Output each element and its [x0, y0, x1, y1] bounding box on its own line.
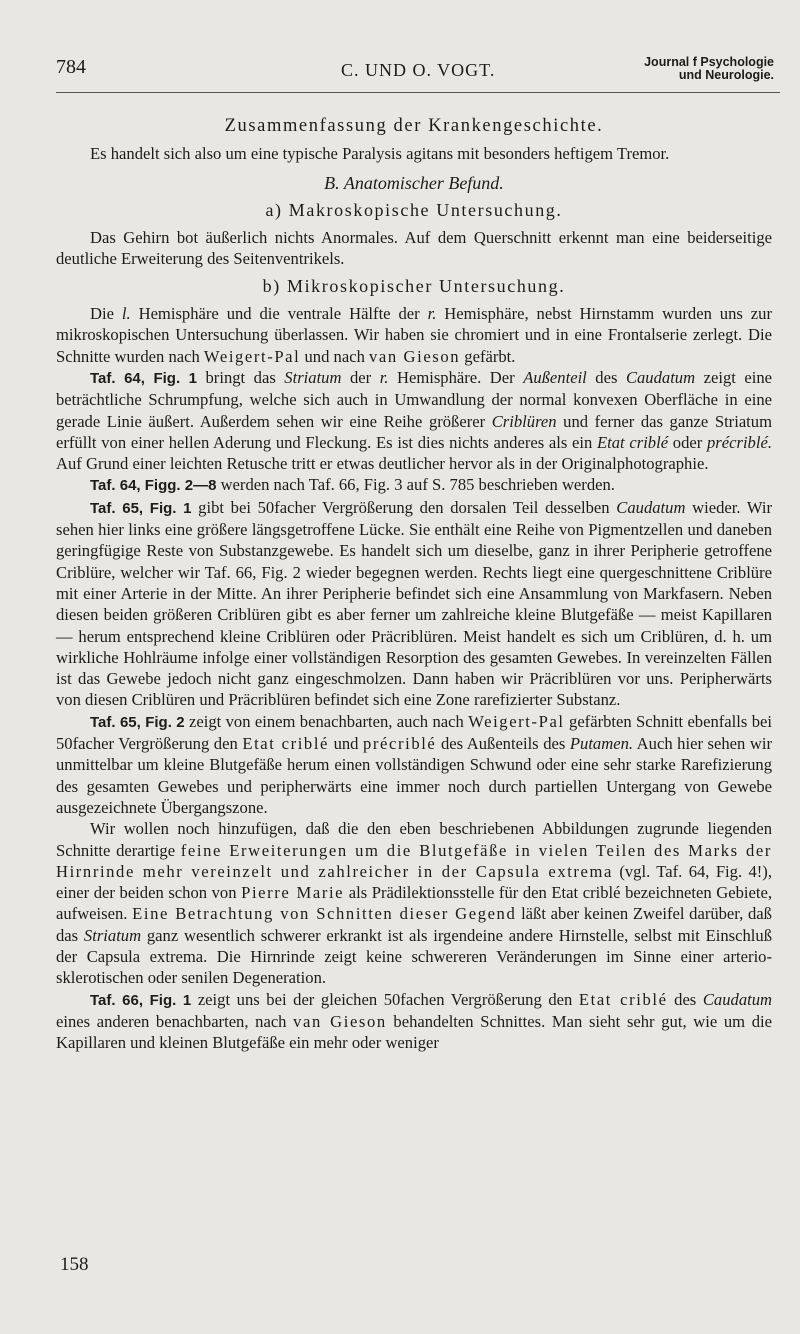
paragraph-3: [56, 474, 772, 496]
text-run: oder: [668, 432, 707, 452]
journal-title: [644, 56, 774, 82]
text-run-italic: Caudatum: [616, 497, 686, 517]
body-text: [56, 114, 772, 1053]
text-run: und nach: [300, 346, 370, 366]
text-run-spaced: Etat criblé: [578, 989, 668, 1009]
text-run-italic: Striatum: [284, 367, 342, 387]
text-run: Wir wollen noch hinzufügen, daß die den eben beschriebenen Abbildungen zugrunde liegenden Schnitte derartige: [56, 819, 772, 860]
figure-reference: Taf. 64, Figg. 2—8: [90, 477, 217, 495]
text-run: des: [667, 989, 703, 1009]
page-number: 784: [56, 56, 86, 78]
heading-summary: Zusammenfassung der Krankengeschichte.: [224, 116, 604, 136]
text-run: gefärbt.: [460, 346, 516, 366]
paragraph-summary: Es handelt sich also um eine typische Paralysis agitans mit besonders heftigem Tremor.: [90, 144, 670, 164]
running-title: C. UND O. VOGT.: [341, 60, 496, 80]
text-run: zeigt uns bei der gleichen 50fachen Vergrößerung den: [191, 989, 579, 1009]
text-run: Die: [90, 304, 122, 324]
text-run: wieder. Wir sehen hier links eine größere längsgetroffene Lücke. Sie enthält eine Reihe von Pigmentzellen und daneben geringfügige Reste von Substanzgewebe. Es handelt sich um dieselbe, ganz in ihrer Peripherie getroffene Criblüre, welcher wir Taf. 66, Fig. 2 wieder begegnen werden. Rechts liegt eine quergeschnittene Criblüre mit einer Arterie in der Mitte. An ihrer Peripherie befindet sich eine Ansammlung von Markfasern. Neben diesen beiden größeren Criblüren gibt es aber ferner um zahlreiche kleine Blutgefäße — meist Kapillaren — herum entsprechend kleine Criblüren oder Präcriblüren. Meist handelt es sich um Criblüren, d. h. um wirkliche Hohlräume infolge einer vollständigen Resorption des gesamten Gewebes. In vereinzelten Fällen ist das Gewebe jedoch nicht ganz eingeschmolzen. Dann haben wir Präcriblüren vor uns. Peripherwärts von diesen Criblüren und Präcriblüren befindet sich eine Zone rarefizierter Substanz.: [56, 497, 772, 710]
text-run: als Prädilektionsstelle für den Etat criblé bezeichneten Gebiete, aufweisen.: [56, 883, 773, 924]
journal-title-line2: und Neurologie.: [678, 68, 774, 82]
text-run: Hemisphäre. Der: [388, 367, 524, 387]
text-run-spaced: Pierre Marie: [241, 883, 345, 903]
text-run: läßt aber keinen Zweifel darüber, daß das: [56, 904, 772, 945]
text-run-italic: Putamen.: [569, 734, 634, 754]
text-run-italic: Etat criblé: [597, 432, 669, 452]
text-run: eines anderen benachbarten, nach: [56, 1011, 294, 1031]
text-run-spaced: van Gieson: [293, 1011, 387, 1031]
text-run-italic: l.: [121, 304, 131, 324]
paragraph-7: [56, 989, 772, 1054]
figure-reference: Taf. 65, Fig. 1: [90, 499, 192, 517]
text-run: der: [341, 367, 380, 387]
text-run-italic: Caudatum: [702, 989, 773, 1009]
text-run-italic: Caudatum: [625, 367, 696, 387]
paragraph-2: [56, 367, 772, 474]
text-run: Hemisphäre und die ventrale Hälfte der: [130, 304, 428, 324]
text-run: behandelten Schnittes. Man sieht sehr gut, wie um die Kapillaren und kleinen Blutgefäße ein mehr oder weniger: [56, 1011, 772, 1053]
heading-section-b: B. Anatomischer Befund.: [324, 172, 504, 193]
text-run: zeigt eine beträchtliche Schrumpfung, welche sich auch in Umwandlung der normal konvexen Oberfläche in eine gerade Linie äußert. Außerdem sehen wir eine Reihe größerer: [56, 367, 772, 431]
signature-mark: 158: [60, 1254, 89, 1275]
text-run-italic: précriblé.: [707, 432, 772, 452]
text-run: gibt bei 50facher Vergrößerung den dorsalen Teil desselben: [191, 497, 617, 517]
text-run-spaced: feine Erweiterungen um die Blutgefäße in vielen Teilen des Marks der Hirnrinde mehr vereinzelt und zahlreicher in der Capsula extrema: [56, 840, 772, 881]
text-run: bringt das: [197, 367, 285, 387]
journal-title-line1: Journal f Psychologie: [644, 55, 774, 69]
text-run: des Außenteils des: [436, 734, 570, 754]
heading-macroscopic: a) Makroskopische Untersuchung.: [265, 199, 563, 220]
text-run: Auch hier sehen wir unmittelbar um kleine Blutgefäße herum einen vollständigen Schwund oder eine sehr starke Rarefizierung des gesamten Gewebes und peripherwärts eine immer noch durch partiellen Untergang von Gewebe ausgezeichnete Übergangszone.: [56, 734, 773, 817]
running-header: [56, 56, 780, 93]
text-run-spaced: Etat criblé: [242, 734, 329, 754]
text-run: Auf Grund einer leichten Retusche tritt er etwas deutlicher hervor als in der Originalphotographie.: [56, 454, 709, 474]
text-run-italic: r.: [379, 367, 389, 387]
paragraph-macroscopic: Das Gehirn bot äußerlich nichts Anormales. Auf dem Querschnitt erkennt man eine beiderseitige deutliche Erweiterung des Seitenventrikels.: [56, 228, 772, 269]
text-run: (vgl. Taf. 64, Fig. 4!), einer der beiden schon von: [56, 861, 772, 903]
text-run-italic: Striatum: [83, 925, 142, 945]
text-run-italic: Außenteil: [523, 367, 587, 387]
figure-reference: Taf. 64, Fig. 1: [90, 369, 197, 387]
paragraph-1: [56, 303, 772, 367]
text-run-spaced: Weigert-Pal: [203, 346, 301, 366]
paragraph-6: [56, 818, 772, 988]
text-run: Hemisphäre, nebst Hirnstamm wurden uns zur mikroskopischen Untersuchung überlassen. Wir haben sie chromiert und in eine Frontalserie zerlegt. Die Schnitte wurden nach: [56, 304, 772, 366]
figure-reference: Taf. 66, Fig. 1: [90, 991, 192, 1009]
heading-microscopic: b) Mikroskopischer Untersuchung.: [262, 275, 566, 296]
text-run-italic: Criblüren: [491, 411, 557, 431]
figure-reference: Taf. 65, Fig. 2: [90, 713, 185, 731]
text-run: ganz wesentlich schwerer erkrankt ist als irgendeine andere Hirnstelle, selbst mit Einschluß der Capsula extrema. Die Hirnrinde zeigt keine schwereren Veränderungen im Sinne einer arterio-sklerotischen oder senilen Degeneration.: [56, 925, 772, 988]
text-run: gefärbten Schnitt ebenfalls bei 50facher Vergrößerung den: [56, 711, 772, 754]
text-run: des: [586, 367, 626, 387]
text-run-italic: r.: [427, 304, 437, 324]
text-run: und: [329, 734, 364, 754]
text-run-spaced: Weigert-Pal: [468, 711, 565, 731]
text-run-spaced: Eine Betrachtung von Schnitten dieser Gegend: [132, 904, 517, 924]
paragraph-5: [56, 711, 772, 818]
text-run-spaced: précriblé: [363, 734, 437, 754]
text-run: und ferner das ganze Striatum erfüllt von einer hellen Aderung und Fleckung. Es ist dies nichts anderes als ein: [56, 411, 772, 452]
text-run: zeigt von einem benachbarten, auch nach: [184, 711, 469, 731]
paragraph-4: [56, 497, 772, 711]
text-run-spaced: van Gieson: [369, 346, 461, 366]
text-run: werden nach Taf. 66, Fig. 3 auf S. 785 beschrieben werden.: [216, 475, 615, 495]
